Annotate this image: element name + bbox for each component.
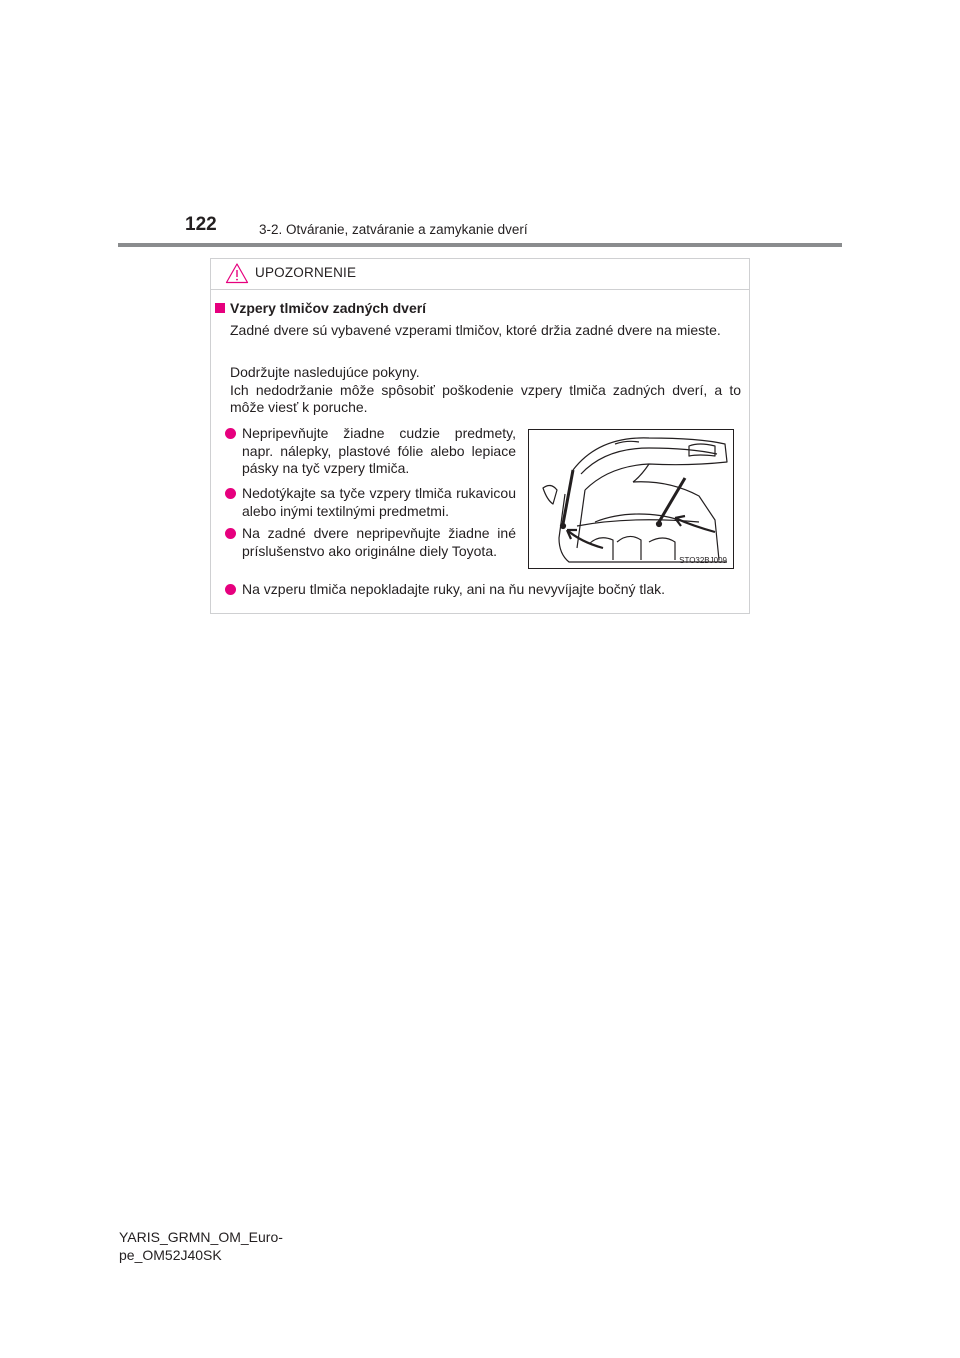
page-number: 122 — [185, 214, 217, 235]
bullet-dot-icon — [225, 488, 236, 499]
warning-triangle-icon — [225, 262, 249, 284]
section-title: 3-2. Otváranie, zatváranie a zamykanie dverí — [259, 222, 528, 237]
bullet-dot-icon — [225, 584, 236, 595]
illustration-code: STO32BJ009 — [679, 556, 727, 565]
square-bullet-icon — [215, 303, 225, 313]
tailgate-illustration — [528, 429, 734, 569]
paragraph-instructions: Dodržujte nasledujúce pokyny. Ich nedodržanie môže spôsobiť poškodenie vzpery tlmiča zadných dverí, a to môže viesť k poruche. — [230, 364, 741, 415]
bullet-dot-icon — [225, 528, 236, 539]
warning-header — [211, 259, 749, 290]
footer-document-id: YARIS_GRMN_OM_Euro- pe_OM52J40SK — [119, 1229, 283, 1263]
paragraph-intro: Zadné dvere sú vybavené vzperami tlmičov, ktoré držia zadné dvere na mieste. — [230, 322, 721, 338]
warning-box: UPOZORNENIE Vzpery tlmičov zadných dverí Zadné dvere sú vybavené vzperami tlmičov, ktoré držia zadné dvere na mieste. Dodržujte nasledujúce pokyny. Ich nedodržanie môže spôsobiť poškodenie vzpery tlmiča zadných dverí, a to môže viesť k poruche. Nepripevňujte žiadne cudzie predmety, napr. nálepky, plastové fólie alebo lepiace pásky na tyč vzpery tlmiča. Nedotýkajte sa tyče vzpery tlmiča rukavicou alebo inými textilnými predmetmi. Na zadné dvere nepripevňujte žiadne iné príslušenstvo ako originálne diely Toyota. Na vzperu tlmiča nepokladajte ruky, ani na ňu nevyvíjajte bočný tlak. STO32BJ009 — [210, 258, 750, 614]
warning-subheading: Vzpery tlmičov zadných dverí — [215, 300, 426, 316]
header-rule — [118, 243, 842, 247]
tailgate-strut-drawing — [529, 430, 733, 568]
bullet-dot-icon — [225, 428, 236, 439]
warning-label: UPOZORNENIE — [255, 265, 357, 280]
